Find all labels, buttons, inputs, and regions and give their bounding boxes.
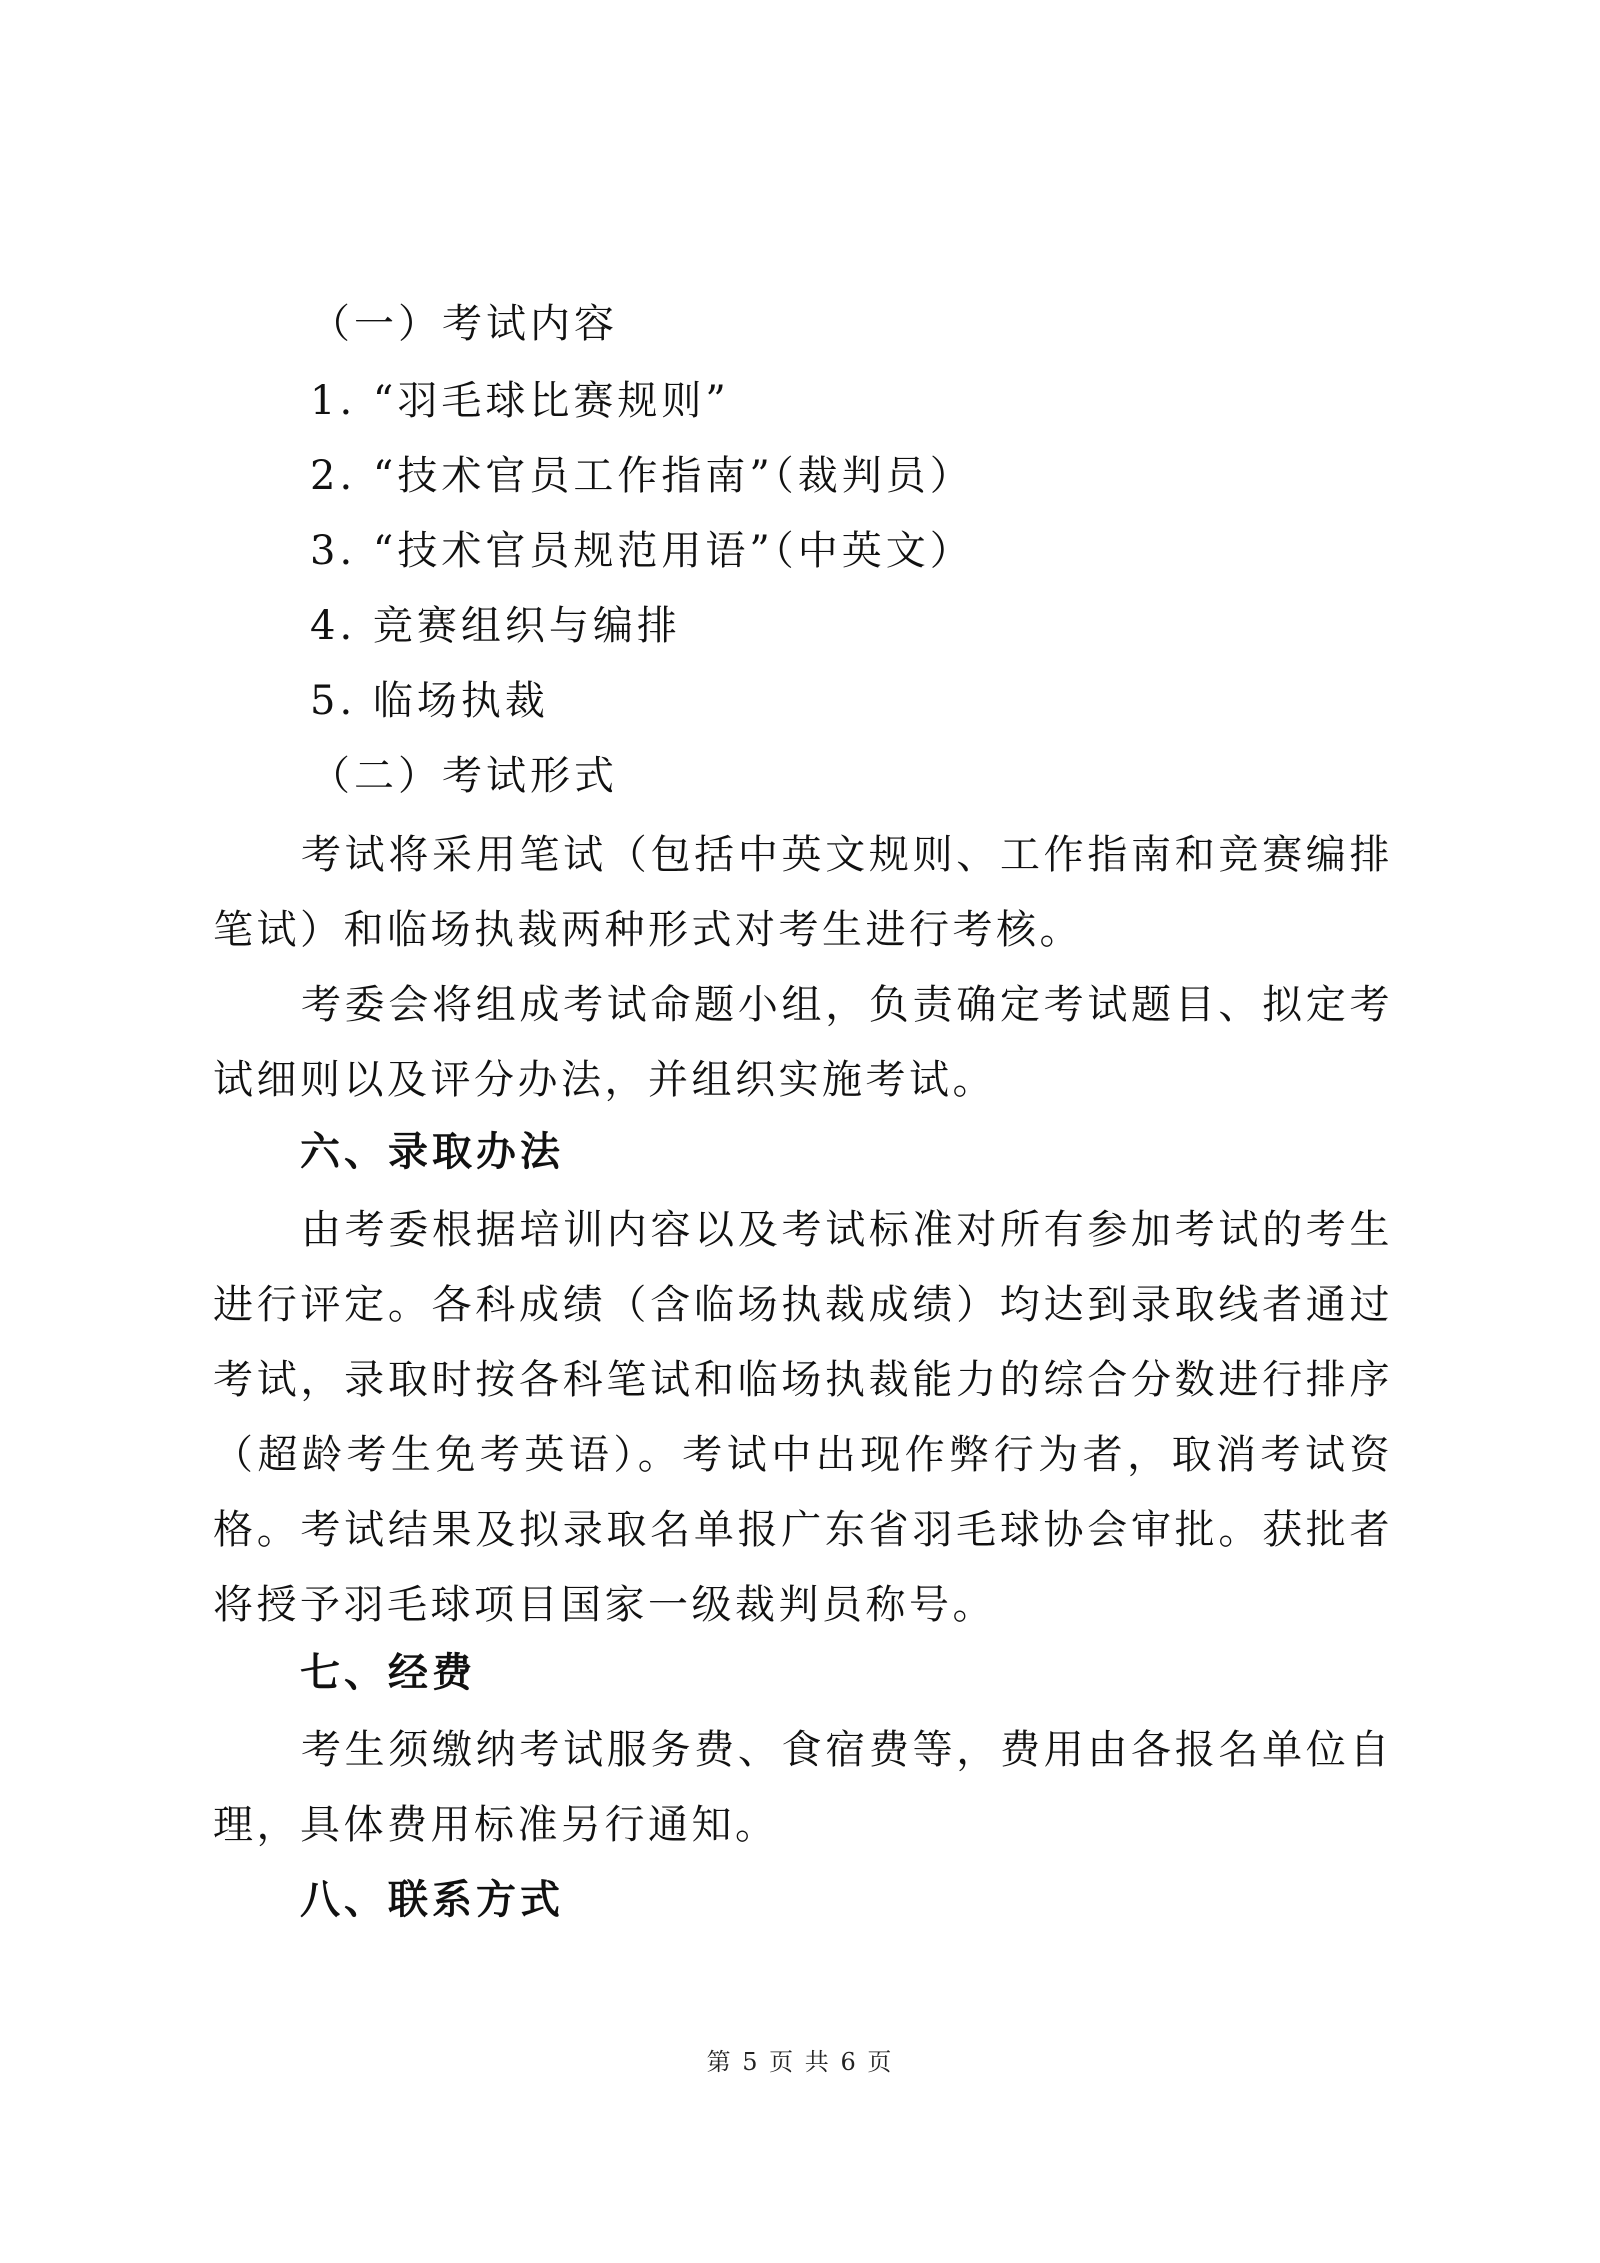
section8-heading: 八、联系方式 <box>300 1877 564 1923</box>
exam-content-item-5: 5. 临场执裁 <box>310 678 549 724</box>
exam-form-title: （二）考试形式 <box>310 753 618 799</box>
section7-heading: 七、经费 <box>300 1650 476 1696</box>
page-number-footer: 第 5 页 共 6 页 <box>706 2048 894 2076</box>
exam-form-paragraph-1: 考试将采用笔试（包括中英文规则、工作指南和竞赛编排笔试）和临场执裁两种形式对考生进行考核。 <box>213 832 1393 953</box>
exam-content-item-1: 1. “羽毛球比赛规则” <box>310 378 730 424</box>
exam-content-item-2: 2. “技术官员工作指南”（裁判员） <box>310 453 974 499</box>
section6-paragraph: 由考委根据培训内容以及考试标准对所有参加考试的考生进行评定。各科成绩（含临场执裁成绩）均达到录取线者通过考试，录取时按各科笔试和临场执裁能力的综合分数进行排序（超龄考生免考英语）。考试中出现作弊行为者，取消考试资格。考试结果及拟录取名单报广东省羽毛球协会审批。获批者将授予羽毛球项目国家一级裁判员称号。 <box>213 1207 1393 1628</box>
exam-content-item-4: 4. 竞赛组织与编排 <box>310 603 681 649</box>
exam-form-paragraph-2: 考委会将组成考试命题小组，负责确定考试题目、拟定考试细则以及评分办法，并组织实施考试。 <box>213 982 1393 1103</box>
section7-paragraph: 考生须缴纳考试服务费、食宿费等，费用由各报名单位自理，具体费用标准另行通知。 <box>213 1727 1393 1848</box>
exam-content-item-3: 3. “技术官员规范用语”（中英文） <box>310 528 974 574</box>
exam-content-title: （一）考试内容 <box>310 301 618 347</box>
section6-heading: 六、录取办法 <box>300 1129 564 1175</box>
